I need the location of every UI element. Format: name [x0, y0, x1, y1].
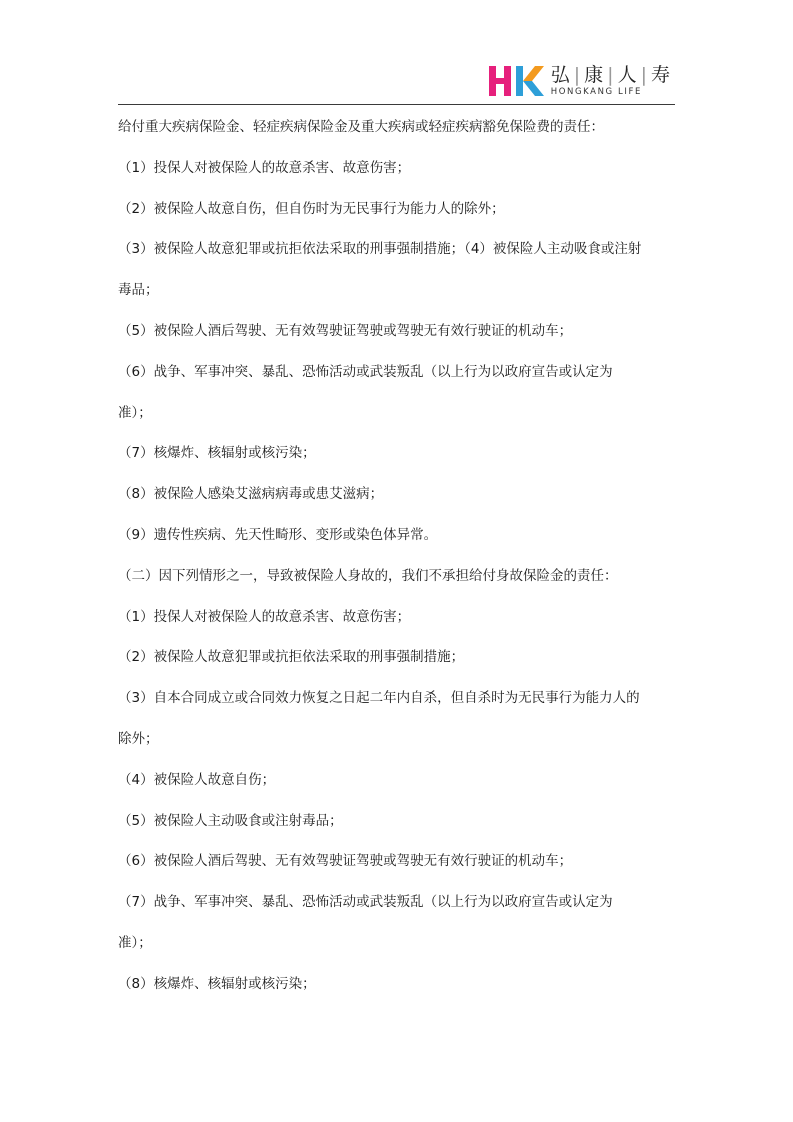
- paragraph-line: （6）战争、军事冲突、暴乱、恐怖活动或武装叛乱（以上行为以政府宣告或认定为: [118, 363, 613, 380]
- paragraph-line: （8）被保险人感染艾滋病病毒或患艾滋病；: [118, 486, 384, 503]
- paragraph-line: 除外；: [118, 730, 159, 747]
- paragraph-line: （5）被保险人主动吸食或注射毒品；: [118, 812, 343, 829]
- paragraph-line: （4）被保险人故意自伤；: [118, 771, 276, 788]
- paragraph-line: （7）核爆炸、核辐射或核污染；: [118, 445, 316, 462]
- paragraph-line: 准）；: [118, 404, 152, 421]
- logo-chinese-name: 弘 | 康 | 人 | 寿: [550, 64, 671, 86]
- paragraph-line: （2）被保险人故意自伤，但自伤时为无民事行为能力人的除外；: [118, 200, 505, 217]
- hk-logo-icon: [489, 64, 545, 98]
- paragraph-line: 给付重大疾病保险金、轻症疾病保险金及重大疾病或轻症疾病豁免保险费的责任：: [118, 119, 604, 135]
- paragraph-line: 毒品；: [118, 282, 159, 299]
- paragraph-line: （6）被保险人酒后驾驶、无有效驾驶证驾驶或驾驶无有效行驶证的机动车；: [118, 853, 573, 870]
- paragraph-line: （9）遗传性疾病、先天性畸形、变形或染色体异常。: [118, 526, 438, 543]
- paragraph-line: （1）投保人对被保险人的故意杀害、故意伤害；: [118, 159, 411, 176]
- logo-text: [551, 64, 671, 98]
- paragraph-line: （3）自本合同成立或合同效力恢复之日起二年内自杀，但自杀时为无民事行为能力人的: [118, 690, 640, 707]
- page-header: [118, 60, 675, 104]
- paragraph-line: （2）被保险人故意犯罪或抗拒依法采取的刑事强制措施；: [118, 649, 465, 666]
- paragraph-line: （5）被保险人酒后驾驶、无有效驾驶证驾驶或驾驶无有效行驶证的机动车；: [118, 322, 573, 339]
- logo-english-name: HONGKANG LIFE: [550, 87, 642, 97]
- document-body: [118, 113, 678, 1011]
- paragraph-line: （7）战争、军事冲突、暴乱、恐怖活动或武装叛乱（以上行为以政府宣告或认定为: [118, 894, 613, 911]
- paragraph-line: （二）因下列情形之一，导致被保险人身故的，我们不承担给付身故保险金的责任：: [118, 567, 618, 584]
- paragraph-line: （1）投保人对被保险人的故意杀害、故意伤害；: [118, 608, 411, 625]
- paragraph-line: （8）核爆炸、核辐射或核污染；: [118, 975, 316, 992]
- paragraph-line: 准）；: [118, 934, 152, 951]
- paragraph-line: （3）被保险人故意犯罪或抗拒依法采取的刑事强制措施；（4）被保险人主动吸食或注射: [118, 241, 642, 258]
- header-divider: [118, 104, 675, 105]
- company-logo: [489, 64, 671, 98]
